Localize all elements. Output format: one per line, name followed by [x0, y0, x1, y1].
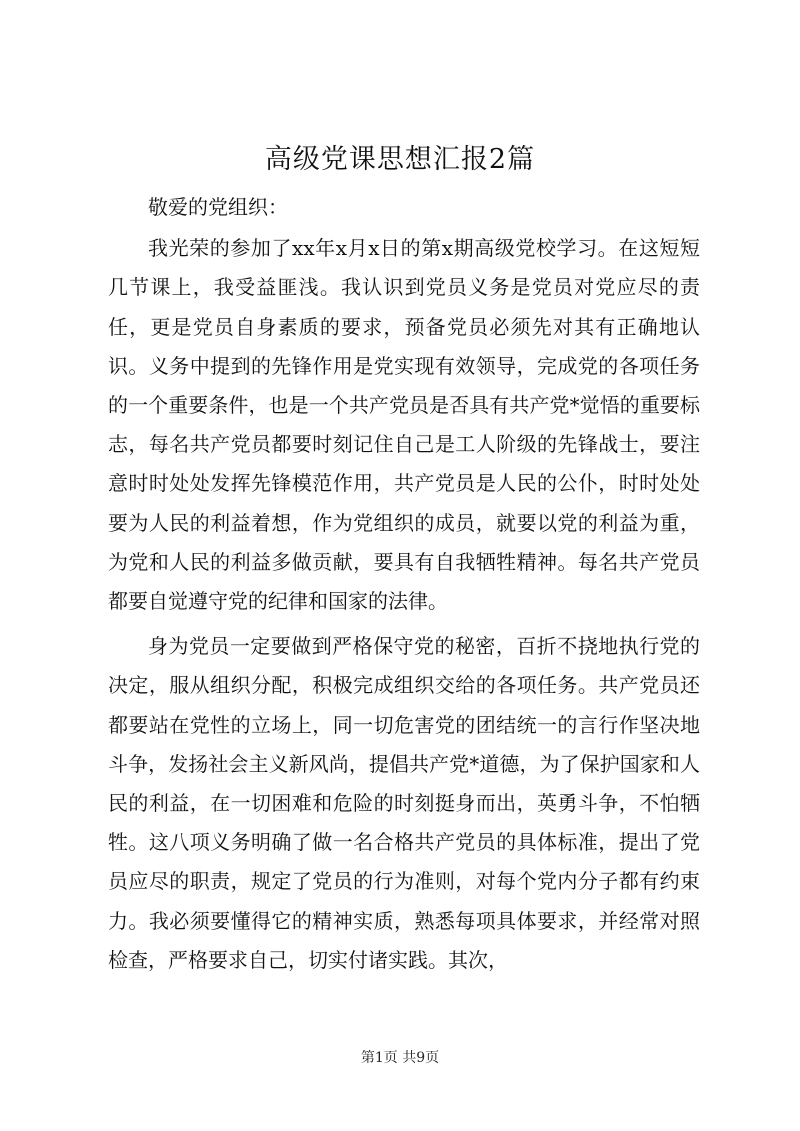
page-footer: 第1页 共9页	[360, 1050, 440, 1066]
document-title: 高级党课思想汇报2篇	[264, 144, 536, 175]
salutation: 敬爱的党组织：	[148, 195, 288, 219]
paragraph-2: 身为党员一定要做到严格保守党的秘密，百折不挠地执行党的决定，服从组织分配，积极完成组织交给的各项任务。共产党员还都要站在党性的立场上，同一切危害党的团结统一的言行作坚决地斗争，发扬社会主义新风尚，提倡共产党*道德，为了保护国家和人民的利益，在一切困难和危险的时刻挺身而出，英勇斗争，不怕牺牲。这八项义务明确了做一名合格共产党员的具体标准，提出了党员应尽的职责，规定了党员的行为准则，对每个党内分子都有约束力。我必须要懂得它的精神实质，熟悉每项具体要求，并经常对照检查，严格要求自己，切实付诸实践。其次，	[108, 634, 700, 972]
document-body	[108, 188, 700, 980]
paragraph-1: 我光荣的参加了xx年x月x日的第x期高级党校学习。在这短短几节课上，我受益匪浅。我认识到党员义务是党员对党应尽的责任，更是党员自身素质的要求，预备党员必须先对其有正确地认识。义务中提到的先锋作用是党实现有效领导，完成党的各项任务的一个重要条件，也是一个共产党员是否具有共产党*觉悟的重要标志，每名共产党员都要时刻记住自己是工人阶级的先锋战士，要注意时时处处发挥先锋模范作用，共产党员是人民的公仆，时时处处要为人民的利益着想，作为党组织的成员，就要以党的利益为重，为党和人民的利益多做贡献，要具有自我牺牲精神。每名共产党员都要自觉遵守党的纪律和国家的法律。	[108, 236, 700, 614]
